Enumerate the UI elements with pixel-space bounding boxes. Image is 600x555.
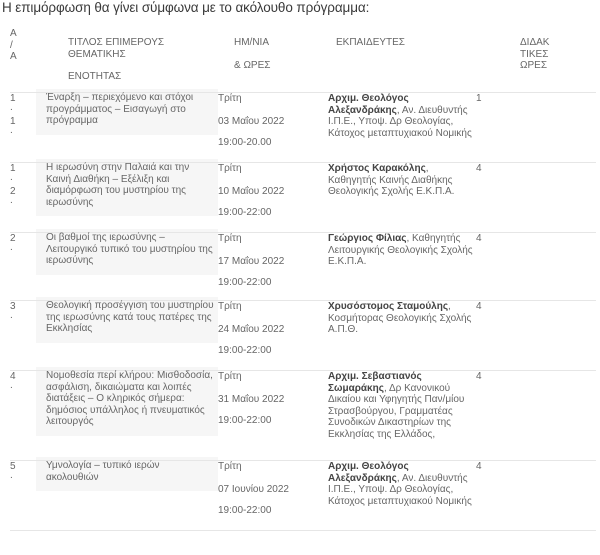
- row-number-part: 1: [10, 116, 16, 127]
- trainer-description: , Αν. Διευθυντής Ι.Π.Ε., Υποψ. Δρ Θεολογίας, Κάτοχος μεταπτυχιακού Νομικής: [328, 104, 472, 139]
- row-datetime: [218, 461, 328, 531]
- row-number-part: .: [10, 171, 13, 183]
- header-date-line1: ΗΜ/ΝΙΑ: [234, 37, 269, 48]
- table-header-row: [10, 28, 596, 93]
- trainer-name: Γεώργιος Φίλιας: [328, 233, 407, 244]
- row-title: [46, 461, 218, 531]
- row-number-part: 2: [10, 233, 16, 244]
- row-hours: 4: [476, 371, 596, 461]
- row-hours: 4: [476, 461, 596, 531]
- row-day: Τρίτη: [218, 163, 242, 174]
- trainer-description: , Κοσμήτορας Θεολογικής Σχολής Α.Π.Θ.: [328, 301, 472, 335]
- row-title: [46, 301, 218, 371]
- header-aa-line: Α: [10, 28, 17, 39]
- row-number-part: .: [10, 101, 13, 113]
- header-hours: [476, 28, 596, 93]
- trainer-name: Χρήστος Καρακόλης: [328, 163, 426, 174]
- header-aa-line: Α: [10, 51, 17, 62]
- header-aa-line: /: [10, 39, 13, 51]
- row-title: [46, 163, 218, 233]
- row-datetime: [218, 163, 328, 233]
- header-title-line1: ΤΙΤΛΟΣ ΕΠΙΜΕΡΟΥΣ: [68, 37, 165, 48]
- row-time: 19:00-22:00: [218, 505, 272, 516]
- row-number-part: .: [10, 124, 13, 136]
- row-datetime: [218, 93, 328, 163]
- row-title: [46, 371, 218, 461]
- row-date: 31 Μαΐου 2022: [218, 393, 285, 405]
- header-hours-line1: ΔΙΔΑΚ: [520, 37, 550, 48]
- row-time: 19:00-22:00: [218, 207, 272, 218]
- row-title: [46, 93, 218, 163]
- row-day: Τρίτη: [218, 233, 242, 244]
- header-trainers: ΕΚΠΑΙΔΕΥΤΕΣ: [328, 28, 476, 93]
- row-day: Τρίτη: [218, 301, 242, 312]
- row-date: 07 Ιουνίου 2022: [218, 483, 289, 495]
- row-number-part: .: [10, 309, 13, 321]
- row-day: Τρίτη: [218, 461, 242, 472]
- intro-text: Η επιμόρφωση θα γίνει σύμφωνα με το ακόλουθο πρόγραμμα:: [2, 0, 370, 15]
- row-trainer: [328, 233, 476, 301]
- row-time: 19:00-22:00: [218, 277, 272, 288]
- trainer-description: , Αν. Διευθυντής Ι.Π.Ε., Υποψ. Δρ Θεολογίας, Κάτοχος μεταπτυχιακού Νομικής: [328, 472, 472, 507]
- trainer-description: , Δρ Κανονικού Δικαίου και Υφηγητής Παν/μίου Στρασβούργου, Γραμματέας Συνοδικών Δικαστηρίων της Εκκλησίας της Ελλάδος,: [328, 382, 465, 440]
- table-row: [10, 233, 596, 301]
- row-title: [46, 233, 218, 301]
- row-title-text: Οι βαθμοί της ιερωσύνης – Λειτουργικό τυπικό του μυστηρίου της ιερωσύνης: [46, 232, 213, 266]
- row-datetime: [218, 233, 328, 301]
- row-trainer: [328, 93, 476, 163]
- trainer-name: Χρυσόστομος Σταμούλης: [328, 301, 449, 312]
- row-trainer: [328, 371, 476, 461]
- row-number-part: .: [10, 379, 13, 391]
- row-date: 17 Μαΐου 2022: [218, 255, 285, 267]
- row-number-part: 1: [10, 163, 16, 174]
- row-hours: 4: [476, 163, 596, 233]
- row-date: 24 Μαΐου 2022: [218, 323, 285, 335]
- table-row: [10, 371, 596, 461]
- row-number-part: 2: [10, 186, 16, 197]
- row-title-text: Η ιερωσύνη στην Παλαιά και την Καινή Διαθήκη – Εξέλιξη και διαμόρφωση του μυστηρίου της ιερωσύνης: [46, 162, 190, 208]
- row-time: 19:00-20.00: [218, 137, 272, 148]
- table-body: [10, 93, 596, 531]
- row-number-part: 5: [10, 461, 16, 472]
- row-title-text: Θεολογική προσέγγιση του μυστηρίου της ιερωσύνης κατά τους πατέρες της Εκκλησίας: [46, 300, 214, 334]
- header-hours-line2: ΤΙΚΕΣ: [520, 48, 549, 60]
- table-row: [10, 301, 596, 371]
- header-title: [46, 28, 218, 93]
- header-hours-line3: ΩΡΕΣ: [520, 60, 547, 71]
- trainer-description: , Καθηγητής Λειτουργικής Θεολογικής Σχολής Ε.Κ.Π.Α.: [328, 233, 473, 267]
- row-day: Τρίτη: [218, 371, 242, 382]
- row-hours: 4: [476, 301, 596, 371]
- row-day: Τρίτη: [218, 93, 242, 104]
- row-time: 19:00-22:00: [218, 415, 272, 426]
- header-aa: [10, 28, 46, 93]
- row-number-part: .: [10, 469, 13, 481]
- trainer-name: Αρχιμ. Σεβαστιανός Σωμαράκης: [328, 371, 422, 394]
- row-hours: 1: [476, 93, 596, 163]
- table-row: [10, 93, 596, 163]
- row-date: 10 Μαΐου 2022: [218, 185, 285, 197]
- trainer-name: Αρχιμ. Θεολόγος Αλεξανδράκης: [328, 461, 409, 484]
- row-title-text: Νομοθεσία περί κλήρου: Μισθοδοσία, ασφάλιση, δικαιώματα και λοιπές διατάξεις – Ο κληρικός σήμερα: δημόσιος υπάλληλος ή πνευματικός λειτουργός: [46, 370, 213, 427]
- trainer-name: Αρχιμ. Θεολόγος Αλεξανδράκης: [328, 93, 409, 116]
- table-row: [10, 163, 596, 233]
- table-row: [10, 461, 596, 531]
- row-date: 03 Μαΐου 2022: [218, 115, 285, 127]
- row-trainer: [328, 461, 476, 531]
- row-datetime: [218, 301, 328, 371]
- row-time: 19:00-22:00: [218, 345, 272, 356]
- row-number-part: 1: [10, 93, 16, 104]
- row-hours: 4: [476, 233, 596, 301]
- row-datetime: [218, 371, 328, 461]
- row-trainer: [328, 301, 476, 371]
- program-table: [10, 28, 596, 531]
- row-number-part: .: [10, 194, 13, 206]
- row-number-part: 3: [10, 301, 16, 312]
- header-title-line2: ΘΕΜΑΤΙΚΗΣ: [68, 48, 126, 60]
- header-date-line2: & ΩΡΕΣ: [234, 59, 271, 71]
- row-number-part: .: [10, 241, 13, 253]
- header-date: [218, 28, 328, 93]
- header-title-line3: ΕΝΟΤΗΤΑΣ: [68, 71, 122, 82]
- row-trainer: [328, 163, 476, 233]
- row-title-text: Έναρξη – περιεχόμενο και στόχοι προγράμματος – Εισαγωγή στο πρόγραμμα: [46, 92, 194, 126]
- row-number-part: 4: [10, 371, 16, 382]
- row-title-text: Υμνολογία – τυπικό ιερών ακολουθιών: [46, 460, 160, 483]
- trainer-description: , Καθηγητής Καινής Διαθήκης Θεολογικής Σχολής Ε.Κ.Π.Α.: [328, 163, 455, 197]
